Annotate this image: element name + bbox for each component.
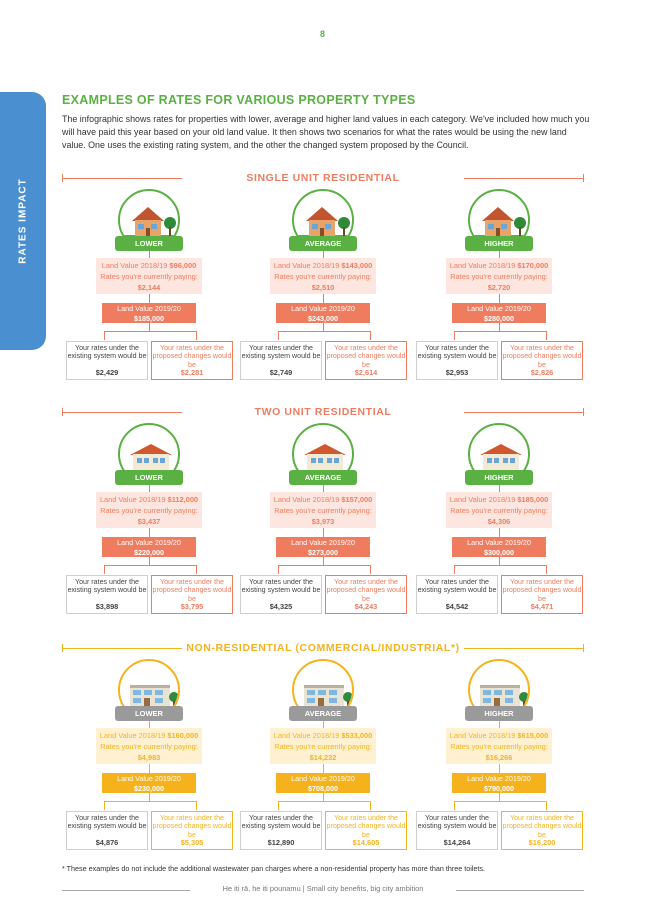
footer [62,884,584,896]
existing-system-label: Your rates under the existing system would be [417,814,497,831]
split-connector [278,801,371,810]
existing-system-value: $4,542 [445,601,469,611]
current-rates-label: Rates you're currently paying: [100,742,198,751]
new-land-value-label: Land Value 2019/20 [291,774,355,783]
split-connector [104,565,197,574]
current-rates-label: Rates you're currently paying: [100,506,198,515]
existing-system-value: $14,264 [443,837,471,847]
existing-system-value: $2,749 [269,367,293,377]
new-land-value: $790,000 [484,783,514,793]
current-rates-label: Rates you're currently paying: [274,272,372,281]
old-land-value-box [96,492,202,528]
side-tab-label: RATES IMPACT [17,178,29,264]
old-land-value: $185,000 [517,495,549,504]
new-land-value-label: Land Value 2019/20 [467,774,531,783]
new-land-value-box [276,537,370,557]
existing-system-box [66,341,148,380]
current-rates-value: $2,720 [487,283,511,292]
split-connector [104,801,197,810]
value-tier-label: LOWER [115,706,183,721]
current-rates-value: $14,232 [309,753,337,762]
existing-system-label: Your rates under the existing system would be [241,814,321,831]
proposed-changes-label: Your rates under the proposed changes would be [326,814,406,839]
existing-system-box [416,341,498,380]
proposed-changes-value: $3,795 [180,601,204,611]
new-land-value-box [102,537,196,557]
new-land-value: $243,000 [308,313,338,323]
section-title: NON-RESIDENTIAL (COMMERCIAL/INDUSTRIAL*) [186,642,460,654]
value-tier-label: HIGHER [465,470,533,485]
proposed-changes-label: Your rates under the proposed changes would be [502,814,582,839]
old-land-value-label: Land Value 2018/19 [273,261,340,270]
existing-system-box [66,575,148,614]
current-rates-label: Rates you're currently paying: [450,506,548,515]
new-land-value-box [102,303,196,323]
old-land-value: $615,000 [517,731,549,740]
existing-system-value: $2,429 [95,367,119,377]
old-land-value: $170,000 [517,261,549,270]
old-land-value: $533,000 [341,731,373,740]
footnote: * These examples do not include the additional wastewater pan charges where a non-residential property has more than three toilets. [62,864,485,873]
old-land-value-label: Land Value 2018/19 [273,495,340,504]
old-land-value-box [96,728,202,764]
old-land-value: $160,000 [167,731,199,740]
value-tier-label: AVERAGE [289,706,357,721]
current-rates-label: Rates you're currently paying: [274,506,372,515]
page-number: 8 [319,29,325,39]
new-land-value-label: Land Value 2019/20 [117,304,181,313]
new-land-value-box [102,773,196,793]
old-land-value-box [446,492,552,528]
old-land-value-label: Land Value 2018/19 [101,261,168,270]
new-land-value: $273,000 [308,547,338,557]
existing-system-box [240,341,322,380]
old-land-value: $112,000 [167,495,199,504]
old-land-value-label: Land Value 2018/19 [449,731,516,740]
old-land-value-box [270,492,376,528]
new-land-value-box [452,537,546,557]
existing-system-label: Your rates under the existing system would be [67,344,147,361]
side-tab [0,92,46,350]
proposed-changes-box [325,811,407,850]
current-rates-value: $3,973 [311,517,335,526]
proposed-changes-label: Your rates under the proposed changes would be [326,344,406,369]
split-connector [278,331,371,340]
new-land-value: $185,000 [134,313,164,323]
proposed-changes-box [151,341,233,380]
new-land-value-box [452,303,546,323]
proposed-changes-box [151,811,233,850]
existing-system-box [240,811,322,850]
new-land-value: $708,000 [308,783,338,793]
old-land-value-label: Land Value 2018/19 [99,495,166,504]
value-tier-label: AVERAGE [289,470,357,485]
new-land-value-box [276,773,370,793]
current-rates-value: $2,510 [311,283,335,292]
current-rates-label: Rates you're currently paying: [450,272,548,281]
current-rates-value: $3,437 [137,517,161,526]
new-land-value-box [276,303,370,323]
old-land-value-box [446,258,552,294]
footer-text: He iti rā, he iti pounamu | Small city benefits, big city ambition [222,884,424,893]
new-land-value-label: Land Value 2019/20 [291,304,355,313]
proposed-changes-label: Your rates under the proposed changes would be [502,578,582,603]
value-tier-label: LOWER [115,470,183,485]
intro-paragraph: The infographic shows rates for properties with lower, average and higher land values in each category. We've included how much you will have paid this year based on your old land value. It then shows two scenarios for what the rates would be using the new land value. One uses the existing rating system, and the other the changed system proposed by the Council. [62,114,590,150]
proposed-changes-value: $2,614 [354,367,378,377]
old-land-value-label: Land Value 2018/19 [273,731,340,740]
proposed-changes-value: $16,200 [528,837,556,847]
existing-system-label: Your rates under the existing system would be [67,578,147,595]
section-title-bar [62,642,584,654]
value-tier-label: LOWER [115,236,183,251]
split-connector [104,331,197,340]
proposed-changes-box [325,575,407,614]
existing-system-value: $4,876 [95,837,119,847]
existing-system-box [416,811,498,850]
old-land-value-box [270,258,376,294]
proposed-changes-box [501,341,583,380]
section-title: TWO UNIT RESIDENTIAL [254,406,392,418]
existing-system-label: Your rates under the existing system would be [241,578,321,595]
existing-system-value: $3,898 [95,601,119,611]
old-land-value-box [96,258,202,294]
old-land-value-label: Land Value 2018/19 [449,261,516,270]
existing-system-box [66,811,148,850]
current-rates-value: $16,266 [485,753,513,762]
new-land-value-box [452,773,546,793]
current-rates-label: Rates you're currently paying: [274,742,372,751]
proposed-changes-label: Your rates under the proposed changes would be [152,578,232,603]
proposed-changes-box [501,811,583,850]
value-tier-label: HIGHER [465,706,533,721]
section-title-bar [62,406,584,418]
new-land-value: $300,000 [484,547,514,557]
proposed-changes-value: $5,305 [180,837,204,847]
old-land-value: $143,000 [341,261,373,270]
new-land-value-label: Land Value 2019/20 [291,538,355,547]
old-land-value-label: Land Value 2018/19 [449,495,516,504]
split-connector [454,331,547,340]
section-title-bar [62,172,584,184]
section-title: SINGLE UNIT RESIDENTIAL [246,172,400,184]
old-land-value-label: Land Value 2018/19 [99,731,166,740]
new-land-value-label: Land Value 2019/20 [117,538,181,547]
new-land-value: $220,000 [134,547,164,557]
proposed-changes-box [501,575,583,614]
existing-system-box [240,575,322,614]
value-tier-label: AVERAGE [289,236,357,251]
existing-system-label: Your rates under the existing system would be [67,814,147,831]
existing-system-value: $4,325 [269,601,293,611]
split-connector [278,565,371,574]
current-rates-label: Rates you're currently paying: [100,272,198,281]
existing-system-box [416,575,498,614]
new-land-value-label: Land Value 2019/20 [467,538,531,547]
old-land-value-box [446,728,552,764]
proposed-changes-value: $2,826 [530,367,554,377]
split-connector [454,565,547,574]
new-land-value-label: Land Value 2019/20 [117,774,181,783]
split-connector [454,801,547,810]
value-tier-label: HIGHER [465,236,533,251]
proposed-changes-value: $4,471 [530,601,554,611]
current-rates-label: Rates you're currently paying: [450,742,548,751]
proposed-changes-label: Your rates under the proposed changes would be [502,344,582,369]
old-land-value-box [270,728,376,764]
old-land-value: $157,000 [341,495,373,504]
proposed-changes-label: Your rates under the proposed changes would be [326,578,406,603]
current-rates-value: $4,306 [487,517,511,526]
old-land-value: $96,000 [169,261,197,270]
new-land-value: $230,000 [134,783,164,793]
existing-system-value: $12,890 [267,837,295,847]
existing-system-label: Your rates under the existing system would be [417,344,497,361]
current-rates-value: $4,983 [137,753,161,762]
proposed-changes-label: Your rates under the proposed changes would be [152,344,232,369]
proposed-changes-label: Your rates under the proposed changes would be [152,814,232,839]
proposed-changes-value: $14,605 [352,837,380,847]
new-land-value: $280,000 [484,313,514,323]
existing-system-value: $2,953 [445,367,469,377]
current-rates-value: $2,144 [137,283,161,292]
proposed-changes-value: $4,243 [354,601,378,611]
proposed-changes-value: $2,281 [180,367,204,377]
new-land-value-label: Land Value 2019/20 [467,304,531,313]
proposed-changes-box [325,341,407,380]
proposed-changes-box [151,575,233,614]
page-heading: EXAMPLES OF RATES FOR VARIOUS PROPERTY TYPES [62,93,416,107]
existing-system-label: Your rates under the existing system would be [417,578,497,595]
existing-system-label: Your rates under the existing system would be [241,344,321,361]
